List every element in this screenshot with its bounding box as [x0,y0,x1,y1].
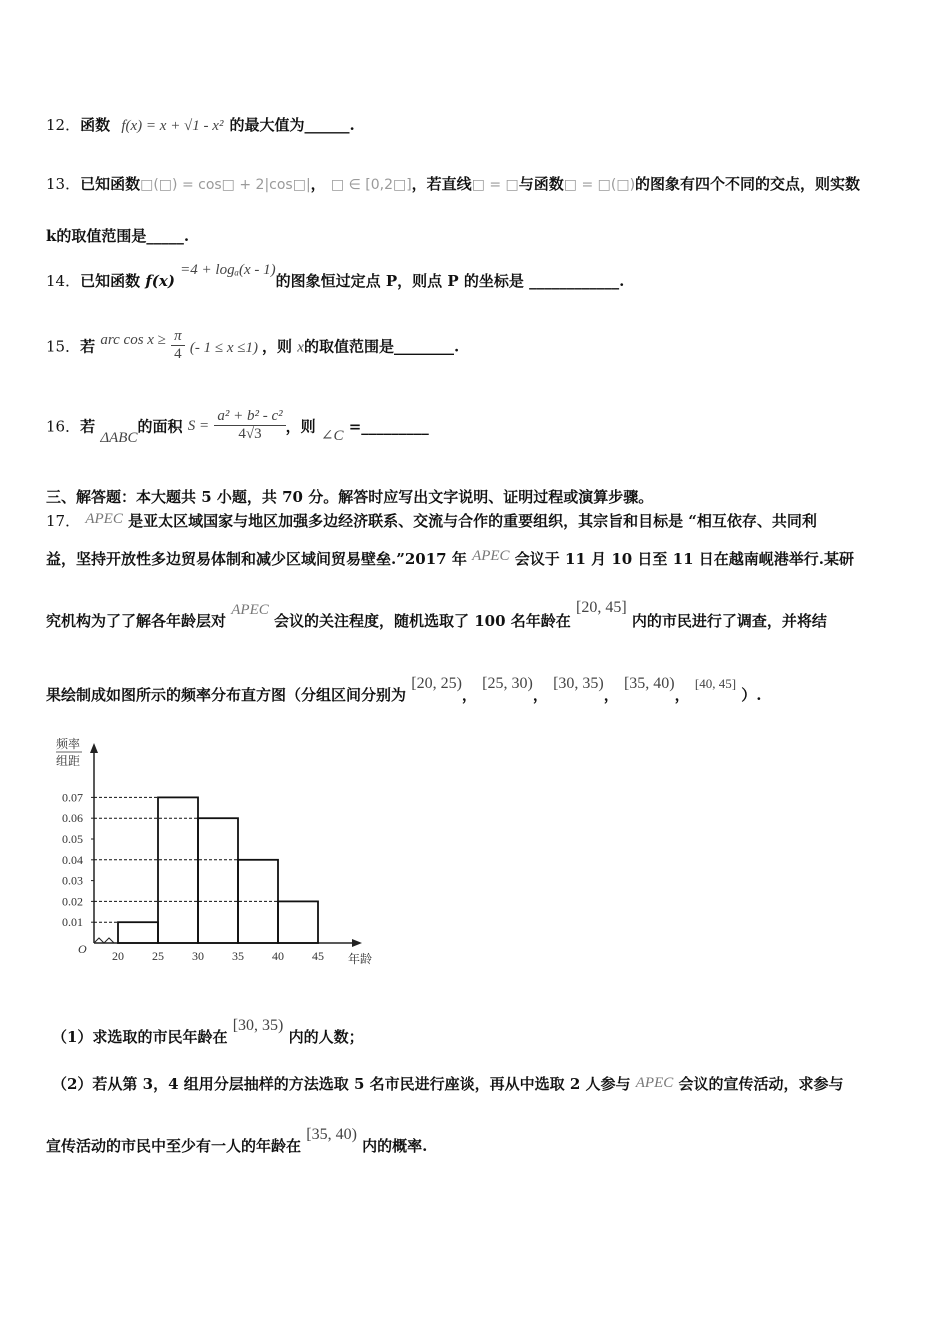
question-text: 若 [80,337,96,356]
question-13-line2 [46,225,189,246]
denominator: 4 [171,345,185,363]
triangle: ΔABC [100,429,138,446]
histogram-bar [118,922,158,943]
interval-5: [40, 45] [694,676,737,691]
apec-term: APEC [472,548,510,564]
age-range: [35, 40) [306,1126,357,1143]
question-text: 的最大值为______. [229,116,355,134]
question-text: 的面积 [137,417,183,436]
area-symbol: S = [187,417,210,434]
question-text: 已知函数 [80,272,141,290]
y-tick-label: 0.03 [62,873,83,888]
histogram-bar [158,797,198,943]
x-axis-label: 年龄 [348,952,373,966]
question-13 [46,173,860,194]
subquestion-2 [52,1073,844,1094]
question-text: 会议于 11 月 10 日至 11 日在越南岘港举行.某研 [514,550,854,568]
y-tick-label: 0.01 [62,915,83,930]
y-axis-arrow [90,743,98,753]
question-text: 的图象有四个不同的交点，则实数 [635,175,861,193]
subquestion-2-line2 [46,1126,428,1156]
question-text: 内的人数； [288,1028,364,1046]
y-tick-label: 0.05 [62,832,83,846]
question-text: 究机构为了了解各年龄层对 [46,612,227,630]
denominator: 4√3 [214,425,285,443]
separator: ， [603,686,619,704]
question-text: （2）若从第 3，4 组用分层抽样的方法选取 5 名市民进行座谈，再从中选取 2 人参与 [52,1075,631,1093]
age-range: [20, 45] [575,599,627,616]
question-text: （1）求选取的市民年龄在 [52,1028,228,1046]
x-tick-label: 20 [112,949,124,963]
x-axis-arrow [352,939,362,947]
formula: f(x) = x + √1 - x² [121,118,224,134]
question-17-line2 [46,548,854,569]
separator: ， [532,686,548,704]
numerator: a² + b² - c² [217,408,283,424]
variable: x [297,339,304,356]
angle: ∠C [320,427,344,444]
y-axis-label-top: 频率 [56,737,81,751]
question-15 [46,330,459,365]
subquestion-1 [52,1017,364,1047]
question-text: 函数 [80,116,111,134]
y-tick-label: 0.06 [62,811,83,826]
question-12 [46,114,355,135]
formula: □ ∈ [0,2□] [330,177,412,193]
question-16 [46,410,429,445]
section-heading [46,486,653,507]
question-text: 宣传活动的市民中至少有一人的年龄在 [46,1137,302,1155]
interval-3: [30, 35) [553,675,604,692]
apec-term: APEC [231,602,269,618]
question-number: 13． [46,175,81,193]
y-axis-label-bottom: 组距 [56,754,81,768]
x-tick-label: 40 [272,949,284,963]
question-text: 果绘制成如图所示的频率分布直方图（分组区间分别为 [46,686,407,704]
formula: □(□) = cos□ + 2|cos□| [140,177,311,193]
x-tick-label: 45 [312,949,324,963]
question-text: ，则 [262,337,293,356]
formula: =4 + logₐ(x - 1) [180,262,276,278]
question-text: =_________ [348,417,429,436]
apec-term: APEC [85,511,123,527]
question-17 [46,510,817,531]
apec-term: APEC [635,1075,674,1091]
origin-label: O [78,942,87,956]
question-text: k的取值范围是_____. [46,227,190,245]
x-tick-label: 35 [232,949,244,963]
interval-2: [25, 30) [482,675,533,692]
question-number: 12． [46,116,81,134]
question-text: 若 [80,417,96,436]
question-text: 已知函数 [80,175,141,193]
question-text: 的图象恒过定点 P，则点 P 的坐标是 ____________. [275,272,625,290]
interval-4: [35, 40) [623,675,675,692]
question-text: ，则 [285,417,316,436]
separator: ， [674,686,690,704]
histogram-bar [198,818,238,943]
histogram-bar [278,901,318,943]
interval-1: [20, 25) [411,675,462,692]
x-tick-label: 30 [192,949,204,963]
x-tick-label: 25 [152,949,164,963]
question-17-line4 [46,675,762,705]
question-text: ，若直线 [411,175,472,193]
formula: □ = □ [471,177,519,193]
condition: (- 1 ≤ x ≤1) [189,339,259,356]
question-text: 的取值范围是________. [303,337,460,356]
y-tick-label: 0.07 [62,790,83,805]
formula: □ = □(□) [563,177,636,193]
question-14 [46,262,625,291]
y-tick-label: 0.04 [62,852,83,867]
question-text: 会议的宣传活动，求参与 [678,1075,844,1093]
frequency-histogram [46,735,386,975]
separator: ， [461,686,477,704]
question-text: 内的市民进行了调查，并将结 [631,612,827,630]
question-text: 是亚太区域国家与地区加强多边经济联系、交流与合作的重要组织，其宗旨和目标是 “相互依存、共同利 [128,512,817,530]
area-fraction [214,408,285,443]
question-text: ， [310,175,326,193]
question-number: 15． [46,337,81,356]
question-number: 16． [46,417,81,436]
section-title: 三、解答题：本大题共 5 小题，共 70 分。解答时应写出文字说明、证明过程或演算步骤。 [46,488,654,506]
question-text: 与函数 [518,175,564,193]
formula: arc cos x ≥ [100,331,166,348]
question-text: 益，坚持开放性多边贸易体制和减少区域间贸易壁垒.”2017 年 [46,550,467,568]
question-text: 内的概率. [362,1137,428,1155]
question-text: 会议的关注程度，随机选取了 100 名年龄在 [273,612,571,630]
question-number: 17． [46,512,81,530]
y-tick-label: 0.02 [62,894,83,909]
age-range: [30, 35) [232,1017,284,1034]
function-name: f(x) [145,272,175,290]
question-17-line3 [46,599,827,631]
question-text: ）. [741,686,762,704]
question-number: 14． [46,272,81,290]
numerator: π [174,328,182,344]
pi-over-four [171,328,185,363]
